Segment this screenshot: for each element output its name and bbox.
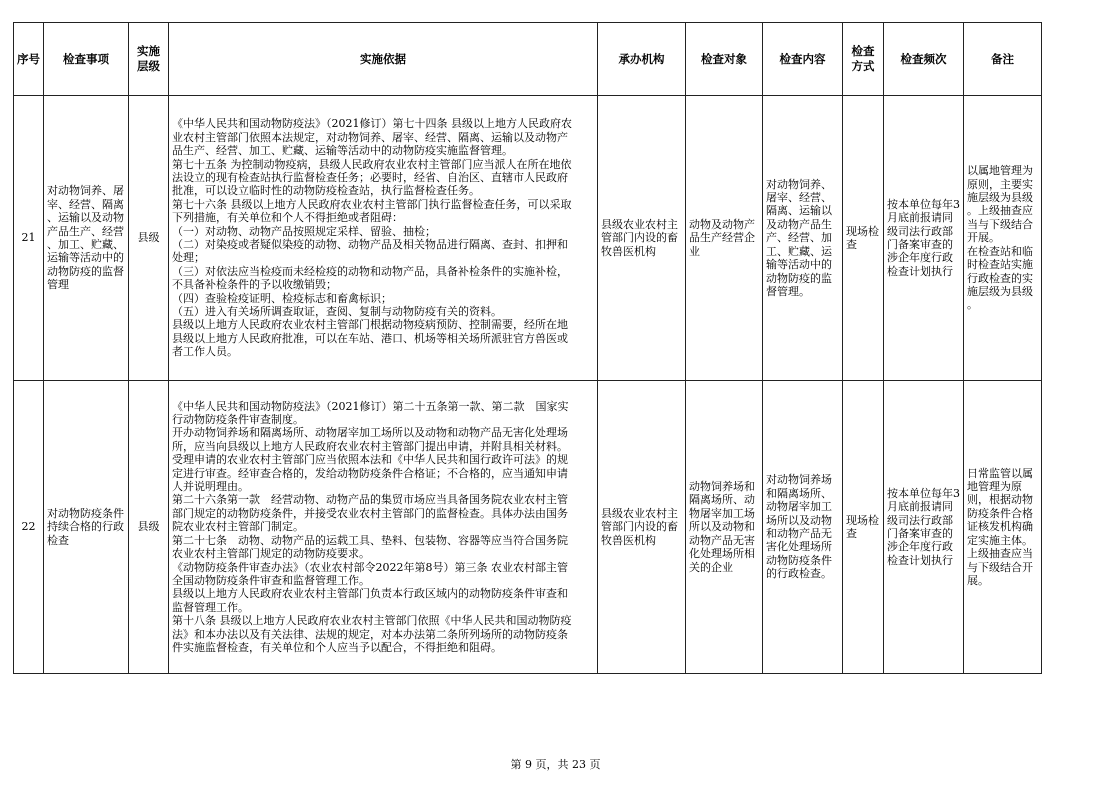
check-content-line: 害化处理场所 <box>766 540 832 554</box>
check-method-line: 现场检 <box>846 224 879 238</box>
remark-line: 以属地管理为 <box>967 164 1033 178</box>
legal-basis-line: 部门规定的动物防疫条件，并接受农业农村主管部门的监督检查。具体办法由国务 <box>172 506 568 520</box>
check-target-cell <box>686 381 763 674</box>
page-number: 第 9 页，共 23 页 <box>510 758 601 771</box>
inspection-table <box>13 22 1042 674</box>
legal-basis-line: 所，应当向县级以上地方人民政府农业农村主管部门提出申请，并附具相关材料。 <box>172 439 568 453</box>
remark-line: 展。 <box>967 573 989 587</box>
check-frequency-line: 涉企年度行政 <box>887 540 953 554</box>
check-target-line: 隔离场所、动 <box>689 493 755 507</box>
legal-basis-line: 县级以上地方人民政府批准，可以在车站、港口、机场等相关场所派驻官方兽医或 <box>172 331 568 345</box>
check-item-line: 检查 <box>47 533 69 547</box>
check-target-line: 品生产经营企 <box>689 231 755 245</box>
legal-basis-line: 第十八条 县级以上地方人民政府农业农村主管部门依照《中华人民共和国动物防疫 <box>172 614 572 628</box>
remark-cell <box>964 381 1042 674</box>
remark-cell <box>964 96 1042 381</box>
legal-basis-line: 品生产、经营、加工、贮藏、运输等活动中的动物防疫实施监督管理。 <box>172 144 513 158</box>
check-item-cell <box>44 96 129 381</box>
remark-line: 地管理为原 <box>967 480 1022 494</box>
check-content-cell <box>763 381 843 674</box>
check-item-line: 持续合格的行政 <box>47 520 124 534</box>
legal-basis-line: 县级以上地方人民政府农业农村主管部门根据动物疫病预防、控制需要，经所在地 <box>172 318 568 332</box>
legal-basis-line: 《动物防疫条件审查办法》（农业农村部令2022年第8号）第三条 农业农村部主管 <box>172 560 568 574</box>
check-item-line: 宰、经营、隔离 <box>47 197 124 211</box>
remark-line: 施层级为县级 <box>967 191 1033 205</box>
legal-basis-line: 第二十七条 动物、动物产品的运载工具、垫料、包装物、容器等应当符合国务院 <box>172 533 568 547</box>
remark-line: 时检查站实施 <box>967 258 1033 272</box>
table-row <box>14 381 1042 674</box>
legal-basis-line: 者工作人员。 <box>172 345 238 359</box>
legal-basis-line: 全国动物防疫条件审查和监督管理工作。 <box>172 573 370 587</box>
header-row <box>14 23 1042 96</box>
header-remark: 备注 <box>964 23 1042 96</box>
legal-basis-line: 法设立的现有检查站执行监督检查任务；必要时，经省、自治区、直辖市人民政府 <box>172 170 568 184</box>
remark-line: 当与下级结合 <box>967 217 1033 231</box>
responsible-agency-line: 县级农业农村主 <box>601 506 678 520</box>
check-frequency-line: 级司法行政部 <box>887 513 953 527</box>
check-target-line: 关的企业 <box>689 560 733 574</box>
legal-basis-line: 《中华人民共和国动物防疫法》（2021修订）第二十五条第一款、第二款 国家实 <box>172 399 569 413</box>
responsible-agency-line: 县级农业农村主 <box>601 217 678 231</box>
table-row <box>14 96 1042 381</box>
check-content-line: 动物防疫的监 <box>766 271 832 285</box>
responsible-agency-line: 牧兽医机构 <box>601 244 656 258</box>
check-frequency-cell <box>884 96 964 381</box>
check-item-line: 、运输以及动物 <box>47 211 124 225</box>
legal-basis-line: （一）对动物、动物产品按照规定采样、留验、抽检； <box>172 224 436 238</box>
check-content-line: 对动物饲养场 <box>766 473 832 487</box>
legal-basis-line: 第七十五条 为控制动物疫病，县级人民政府农业农村主管部门应当派人在所在地依 <box>172 157 572 171</box>
check-content-line: 工、贮藏、运 <box>766 244 832 258</box>
check-content-line: 动物屠宰加工 <box>766 500 832 514</box>
legal-basis-line: 开办动物饲养场和隔离场所、动物屠宰加工场所以及动物和动物产品无害化处理场 <box>172 426 568 440</box>
responsible-agency-line: 牧兽医机构 <box>601 533 656 547</box>
responsible-agency-line: 管部门内设的畜 <box>601 520 678 534</box>
responsible-agency-cell <box>598 96 686 381</box>
check-content-line: 及动物产品生 <box>766 217 832 231</box>
check-method-cell <box>843 96 884 381</box>
remark-line: 上级抽查应当 <box>967 547 1033 561</box>
check-item-line: 动物防疫的监督 <box>47 264 124 278</box>
check-frequency-line: 检查计划执行 <box>887 553 953 567</box>
remark-line: 日常监管以属 <box>967 466 1033 480</box>
header-no: 序号 <box>14 23 44 96</box>
check-target-line: 所以及动物和 <box>689 520 755 534</box>
remark-line: 。 <box>967 298 978 312</box>
legal-basis-line: 受理申请的农业农村主管部门应当依照本法和《中华人民共和国行政许可法》的规 <box>172 453 568 467</box>
check-method-line: 查 <box>846 238 857 251</box>
check-frequency-line: 涉企年度行政 <box>887 251 953 265</box>
check-content-line: 对动物饲养、 <box>766 177 832 191</box>
header-item: 检查事项 <box>44 23 129 96</box>
header-method: 检查方式 <box>843 23 884 96</box>
check-frequency-line: 门备案审查的 <box>887 527 953 540</box>
remark-line: 。上级抽查应 <box>967 204 1033 218</box>
check-frequency-line: 检查计划执行 <box>887 264 953 278</box>
legal-basis-line: 处理； <box>172 251 205 265</box>
legal-basis-line: 不具备补检条件的予以收缴销毁； <box>172 278 337 292</box>
check-frequency-cell <box>884 381 964 674</box>
check-item-line: 管理 <box>47 278 69 292</box>
header-frequency: 检查频次 <box>884 23 964 96</box>
header-content: 检查内容 <box>763 23 843 96</box>
legal-basis-line: 第二十六条第一款 经营动物、动物产品的集贸市场应当具备国务院农业农村主管 <box>172 493 568 507</box>
header-level: 实施层级 <box>129 23 169 96</box>
check-frequency-line: 月底前报请同 <box>887 211 953 225</box>
legal-basis-line: 县级以上地方人民政府农业农村主管部门负责本行政区域内的动物防疫条件审查和 <box>172 587 568 601</box>
legal-basis-line: （五）进入有关场所调查取证，查阅、复制与动物防疫有关的资料。 <box>172 305 502 319</box>
legal-basis-line: 第七十六条 县级以上地方人民政府农业农村主管部门执行监督检查任务，可以采取 <box>172 197 572 211</box>
remark-line: 与下级结合开 <box>967 560 1033 574</box>
check-target-line: 业 <box>689 244 700 258</box>
responsible-agency-cell <box>598 381 686 674</box>
legal-basis-line: 法》和本办法以及有关法律、法规的规定，对本办法第二条所列场所的动物防疫条 <box>172 627 568 641</box>
check-item-line: 运输等活动中的 <box>47 251 124 265</box>
legal-basis-line: （二）对染疫或者疑似染疫的动物、动物产品及相关物品进行隔离、查封、扣押和 <box>172 238 568 251</box>
responsible-agency-line: 管部门内设的畜 <box>601 231 678 245</box>
remark-line: 则，根据动物 <box>967 493 1033 507</box>
check-content-line: 产、经营、加 <box>766 231 832 245</box>
legal-basis-line: 业农村主管部门依照本法规定，对动物饲养、屠宰、经营、隔离、运输以及动物产 <box>172 130 568 144</box>
check-content-line: 和隔离场所、 <box>766 486 832 500</box>
implementation-level-cell: 县级 <box>129 381 169 674</box>
legal-basis-line: 批准，可以设立临时性的动物防疫检查站，执行监督检查任务。 <box>172 184 480 198</box>
check-item-cell <box>44 381 129 674</box>
legal-basis-line: 件实施监督检查，有关单位和个人应当予以配合，不得拒绝和阻碍。 <box>172 640 502 654</box>
header-agency: 承办机构 <box>598 23 686 96</box>
legal-basis-line: 人并说明理由。 <box>172 480 249 494</box>
legal-basis-line: （三）对依法应当检疫而未经检疫的动物和动物产品，具备补检条件的实施补检， <box>172 264 568 278</box>
remark-line: 防疫条件合格 <box>967 506 1033 520</box>
check-target-line: 动物产品无害 <box>689 533 755 547</box>
legal-basis-cell <box>169 96 598 381</box>
check-content-cell <box>763 96 843 381</box>
implementation-level-cell: 县级 <box>129 96 169 381</box>
row-number-cell: 22 <box>14 381 44 674</box>
legal-basis-line: 院农业农村主管部门制定。 <box>172 520 304 534</box>
check-target-cell <box>686 96 763 381</box>
check-content-line: 屠宰、经营、 <box>766 191 832 205</box>
remark-line: 开展。 <box>967 231 1000 245</box>
legal-basis-line: 定进行审查。经审查合格的，发给动物防疫条件合格证；不合格的，应当通知申请 <box>172 466 568 480</box>
remark-line: 在检查站和临 <box>967 244 1033 258</box>
check-content-line: 的行政检查。 <box>766 567 832 581</box>
header-basis: 实施依据 <box>169 23 598 96</box>
row-number-cell: 21 <box>14 96 44 381</box>
check-content-line: 场所以及动物 <box>766 513 832 527</box>
check-content-line: 隔离、运输以 <box>766 204 832 218</box>
check-target-line: 动物饲养场和 <box>689 480 755 494</box>
check-item-line: 产品生产、经营 <box>47 224 124 238</box>
check-content-line: 输等活动中的 <box>766 258 832 272</box>
check-item-line: 、加工、贮藏、 <box>47 238 124 251</box>
legal-basis-cell <box>169 381 598 674</box>
remark-line: 定实施主体。 <box>967 533 1033 547</box>
legal-basis-line: 监督管理工作。 <box>172 600 249 614</box>
check-frequency-line: 按本单位每年3 <box>887 486 960 500</box>
remark-line: 施层级为县级 <box>967 284 1033 298</box>
check-target-line: 化处理场所相 <box>689 547 755 561</box>
check-method-line: 查 <box>846 527 857 540</box>
check-method-line: 现场检 <box>846 513 879 527</box>
check-target-line: 物屠宰加工场 <box>689 506 755 520</box>
check-content-line: 和动物产品无 <box>766 527 832 540</box>
legal-basis-line: 《中华人民共和国动物防疫法》（2021修订）第七十四条 县级以上地方人民政府农 <box>172 117 572 131</box>
check-item-line: 对动物防疫条件 <box>47 506 124 520</box>
check-content-line: 督管理。 <box>766 284 810 298</box>
check-content-line: 动物防疫条件 <box>766 553 832 567</box>
check-frequency-line: 按本单位每年3 <box>887 197 960 211</box>
remark-line: 原则，主要实 <box>967 177 1033 191</box>
legal-basis-line: 行动物防疫条件审查制度。 <box>172 413 304 427</box>
legal-basis-line: 农业农村主管部门规定的动物防疫要求。 <box>172 547 370 561</box>
remark-line: 证核发机构确 <box>967 520 1033 534</box>
check-frequency-line: 级司法行政部 <box>887 224 953 238</box>
check-item-line: 对动物饲养、屠 <box>47 184 124 198</box>
check-frequency-line: 门备案审查的 <box>887 238 953 251</box>
check-method-cell <box>843 381 884 674</box>
legal-basis-line: （四）查验检疫证明、检疫标志和畜禽标识； <box>172 291 392 305</box>
check-frequency-line: 月底前报请同 <box>887 500 953 514</box>
header-target: 检查对象 <box>686 23 763 96</box>
check-target-line: 动物及动物产 <box>689 217 755 231</box>
legal-basis-line: 下列措施，有关单位和个人不得拒绝或者阻碍： <box>172 211 403 225</box>
remark-line: 行政检查的实 <box>967 271 1033 285</box>
